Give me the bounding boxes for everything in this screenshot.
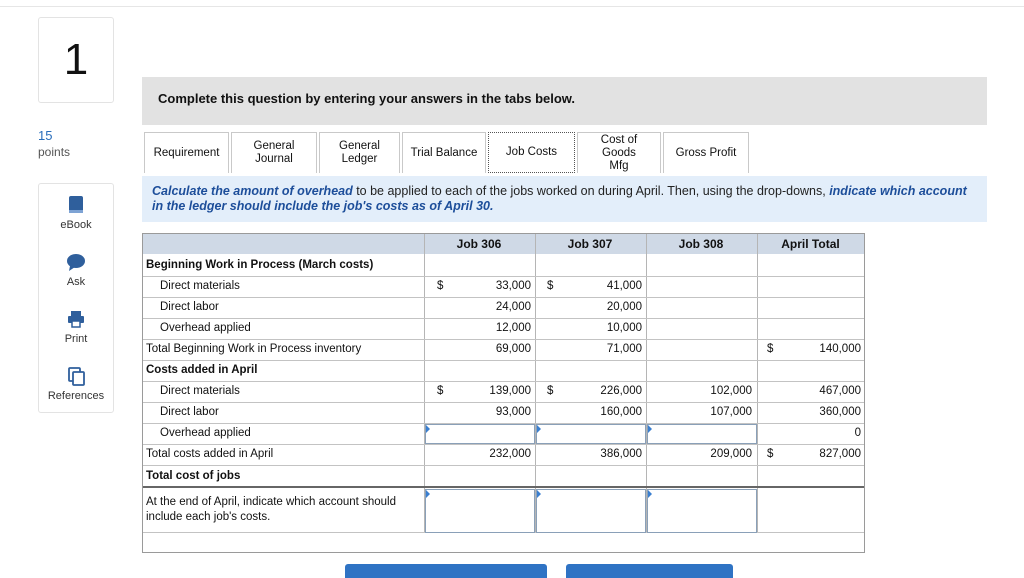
ca-dm-april: 467,000 xyxy=(819,385,861,397)
dollar-sign: $ xyxy=(437,385,444,397)
account-dropdown-job-307[interactable] xyxy=(536,489,646,533)
instruction-banner xyxy=(142,77,987,125)
tab-label: Ledger xyxy=(341,153,378,165)
account-dropdown-job-306[interactable] xyxy=(425,489,535,533)
tab-label: Gross Profit xyxy=(675,146,737,159)
row-label-direct-materials: Direct materials xyxy=(160,385,240,397)
ca-dl-april: 360,000 xyxy=(819,406,861,418)
costs-added-heading: Costs added in April xyxy=(146,364,258,376)
printer-icon xyxy=(66,308,86,330)
beginning-wip-heading: Beginning Work in Process (March costs) xyxy=(146,259,374,271)
tab-bar xyxy=(144,132,751,175)
row-divider xyxy=(143,318,864,319)
ca-total-april: 827,000 xyxy=(819,448,861,460)
dollar-sign: $ xyxy=(767,343,774,355)
sidebar-item-ask[interactable] xyxy=(39,241,113,298)
row-label-total-beginning-wip: Total Beginning Work in Process inventory xyxy=(146,343,362,355)
row-label-direct-labor: Direct labor xyxy=(160,406,219,418)
references-icon xyxy=(66,365,86,387)
question-number: 1 xyxy=(38,17,114,103)
bw-dm-job-307: 41,000 xyxy=(606,280,642,292)
dollar-sign: $ xyxy=(437,280,444,292)
dollar-sign: $ xyxy=(547,280,554,292)
overhead-input-job-306[interactable] xyxy=(425,424,535,444)
ca-dl-job-307: 160,000 xyxy=(600,406,642,418)
bw-oh-job-307: 10,000 xyxy=(606,322,642,334)
bw-dl-job-307: 20,000 xyxy=(606,301,642,313)
job-costs-table xyxy=(142,233,865,553)
sidebar-item-print[interactable] xyxy=(39,298,113,355)
row-divider xyxy=(143,465,864,466)
ca-total-job-308: 209,000 xyxy=(710,448,752,460)
bw-dl-job-306: 24,000 xyxy=(495,301,531,313)
tab-label: General xyxy=(253,140,295,152)
tab-label: Journal xyxy=(255,153,293,165)
header-april-total: April Total xyxy=(781,237,840,251)
sidebar-item-label: Ask xyxy=(66,276,86,288)
instruction-box xyxy=(142,176,987,222)
row-divider xyxy=(143,381,864,382)
tab-label: Mfg xyxy=(609,159,629,172)
tab-cost-of-goods-mfg[interactable] xyxy=(577,132,661,173)
sidebar-item-ebook[interactable] xyxy=(39,184,113,241)
top-divider xyxy=(0,6,1024,7)
points-block xyxy=(38,127,70,161)
tab-label: Cost of Goods xyxy=(600,133,638,159)
bw-dm-job-306: 33,000 xyxy=(495,280,531,292)
chat-bubble-icon xyxy=(66,251,86,273)
header-job-307: Job 307 xyxy=(567,237,613,251)
end-of-april-question: At the end of April, indicate which account should xyxy=(146,496,396,508)
bw-total-job-307: 71,000 xyxy=(606,343,642,355)
overhead-input-job-307[interactable] xyxy=(536,424,646,444)
ca-total-job-307: 386,000 xyxy=(600,448,642,460)
tab-requirement[interactable] xyxy=(144,132,229,173)
account-dropdown-job-308[interactable] xyxy=(647,489,757,533)
sidebar-item-label: eBook xyxy=(60,219,92,231)
tab-label: Trial Balance xyxy=(410,146,478,159)
instruction-emphasis: indicate xyxy=(829,184,877,198)
instruction-emphasis: which account in the ledger should include the job's costs as of April 30. xyxy=(152,184,967,213)
ca-total-job-306: 232,000 xyxy=(489,448,531,460)
bw-total-job-306: 69,000 xyxy=(495,343,531,355)
tab-trial-balance[interactable] xyxy=(402,132,486,173)
points-label: points xyxy=(38,145,71,159)
header-job-308: Job 308 xyxy=(678,237,724,251)
book-icon xyxy=(67,194,85,216)
row-divider xyxy=(143,297,864,298)
banner-text: Complete this question by entering your answers in the tabs below. xyxy=(158,91,576,106)
row-divider xyxy=(143,360,864,361)
points-value: 15 xyxy=(38,128,53,143)
instruction-emphasis: Calculate the amount of overhead xyxy=(152,184,353,198)
ca-dl-job-306: 93,000 xyxy=(495,406,531,418)
row-label-overhead-applied: Overhead applied xyxy=(160,427,251,439)
ca-dl-job-308: 107,000 xyxy=(710,406,752,418)
row-label-total-costs-added: Total costs added in April xyxy=(146,448,274,460)
bw-total-april: 140,000 xyxy=(819,343,861,355)
overhead-input-job-308[interactable] xyxy=(647,424,757,444)
end-of-april-question: include each job's costs. xyxy=(146,511,271,523)
ca-dm-job-308: 102,000 xyxy=(710,385,752,397)
sidebar xyxy=(38,183,114,413)
row-divider xyxy=(143,339,864,340)
tab-label: General xyxy=(339,140,380,152)
tab-general-journal[interactable] xyxy=(231,132,317,173)
bw-oh-job-306: 12,000 xyxy=(495,322,531,334)
tab-label: Job Costs xyxy=(505,146,558,158)
dollar-sign: $ xyxy=(547,385,554,397)
row-label-total-cost-of-jobs: Total cost of jobs xyxy=(146,470,241,482)
tab-label: Requirement xyxy=(153,146,220,159)
row-label-overhead-applied: Overhead applied xyxy=(160,322,251,334)
row-divider xyxy=(143,402,864,403)
ca-oh-april: 0 xyxy=(854,427,861,439)
row-divider xyxy=(143,486,864,488)
row-label-direct-materials: Direct materials xyxy=(160,280,240,292)
sidebar-item-label: Print xyxy=(64,333,88,345)
row-label-direct-labor: Direct labor xyxy=(160,301,219,313)
tab-gross-profit[interactable] xyxy=(663,132,749,173)
sidebar-item-references[interactable] xyxy=(39,355,113,412)
dollar-sign: $ xyxy=(767,448,774,460)
row-divider xyxy=(143,444,864,445)
sidebar-item-label: References xyxy=(47,390,105,402)
tab-job-costs[interactable] xyxy=(488,132,575,173)
row-divider xyxy=(143,276,864,277)
tab-general-ledger[interactable] xyxy=(319,132,400,173)
instruction-text: to be applied to each of the jobs worked on during April. Then, using the drop-downs, xyxy=(352,184,830,198)
ca-dm-job-306: 139,000 xyxy=(489,385,531,397)
header-job-306: Job 306 xyxy=(456,237,502,251)
ca-dm-job-307: 226,000 xyxy=(600,385,642,397)
